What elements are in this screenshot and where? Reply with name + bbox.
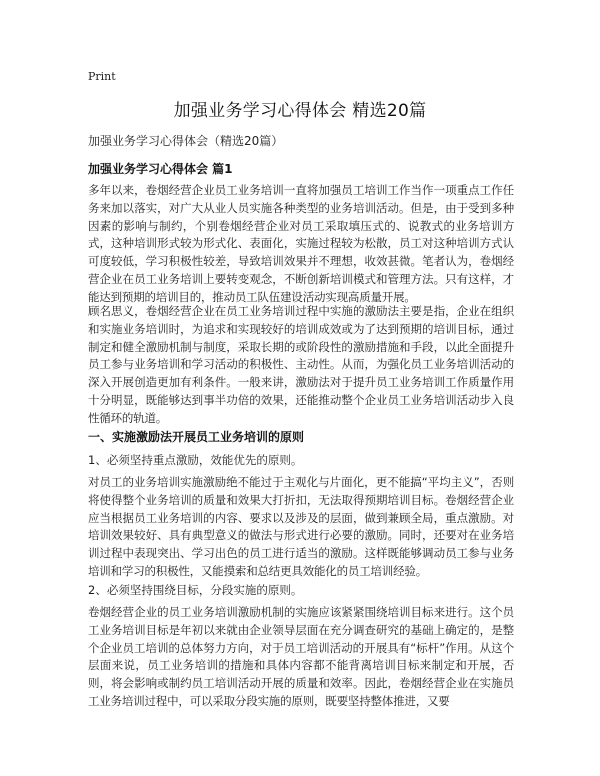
principle-item-2: 2、必须坚持围绕目标，分段实施的原则。 bbox=[88, 583, 303, 597]
paragraph-1: 多年以来，卷烟经营企业员工业务培训一直将加强员工培训工作当作一项重点工作任务来加以落实，对广大从业人员实施各种类型的业务培训活动。但是，由于受到多种因素的影响与制约，个别卷烟经营企业对员工采取填压式的、说教式的业务培训方式，这种培训形式较为形式化、表面化，实施过程较为松散，员工对这种培训方式认可度较低，学习积极性较差，导致培训效果并不理想，收效甚微。笔者认为，卷烟经营企业在员工业务培训上要转变观念，不断创新培训模式和管理方法。只有这样，才能达到预期的培训目的，推动员工队伍建设活动实现高质量开展。 bbox=[88, 183, 514, 304]
principle-item-1: 1、必须坚持重点激励，效能优先的原则。 bbox=[88, 453, 303, 467]
document-subtitle: 加强业务学习心得体会（精选20篇） bbox=[88, 134, 284, 148]
document-title: 加强业务学习心得体会 精选20篇 bbox=[173, 101, 427, 121]
print-link[interactable]: Print bbox=[88, 70, 116, 83]
paragraph-4: 卷烟经营企业的员工业务培训激励机制的实施应该紧紧围绕培训目标来进行。这个员工业务培训目标是年初以来就由企业领导层面在充分调查研究的基础上确定的，是整个企业员工培训的总体努力方向，对于员工培训活动的开展具有“标杆”作用。从这个层面来说，员工业务培训的措施和具体内容都不能背离培训目标来制定和开展，否则，将会影响或制约员工培训活动开展的质量和效率。因此，卷烟经营企业在实施员工业务培训过程中，可以采取分段实施的原则，既要坚持整体推进，又要 bbox=[88, 605, 514, 708]
section-heading: 加强业务学习心得体会 篇1 bbox=[88, 162, 233, 176]
paragraph-2: 顾名思义，卷烟经营企业在员工业务培训过程中实施的激励法主要是指，企业在组织和实施业务培训时，为追求和实现较好的培训成效或为了达到预期的培训目标，通过制定和健全激励机制与制度，采取长期的或阶段性的激励措施和手段，以此全面提升员工参与业务培训和学习活动的积极性、主动性。从而，为强化员工业务培训活动的深入开展创造更加有利条件。一般来讲，激励法对于提升员工业务培训工作质量作用十分明显，既能够达到事半功倍的效果，还能推动整个企业员工业务培训活动步入良性循环的轨道。 bbox=[88, 304, 514, 425]
paragraph-3: 对员工的业务培训实施激励绝不能过于主观化与片面化，更不能搞“平均主义”，否则将使得整个业务培训的质量和效果大打折扣，无法取得预期培训目标。卷烟经营企业应当根据员工业务培训的内容、要求以及涉及的层面，做到兼顾全局，重点激励。对培训效果较好、具有典型意义的做法与形式进行必要的激励。同时，还要对在业务培训过程中表现突出、学习出色的员工进行适当的激励。这样既能够调动员工参与业务培训和学习的积极性，又能摸索和总结更具效能化的员工培训经验。 bbox=[88, 475, 514, 578]
subheading-principles: 一、实施激励法开展员工业务培训的原则 bbox=[88, 430, 305, 444]
